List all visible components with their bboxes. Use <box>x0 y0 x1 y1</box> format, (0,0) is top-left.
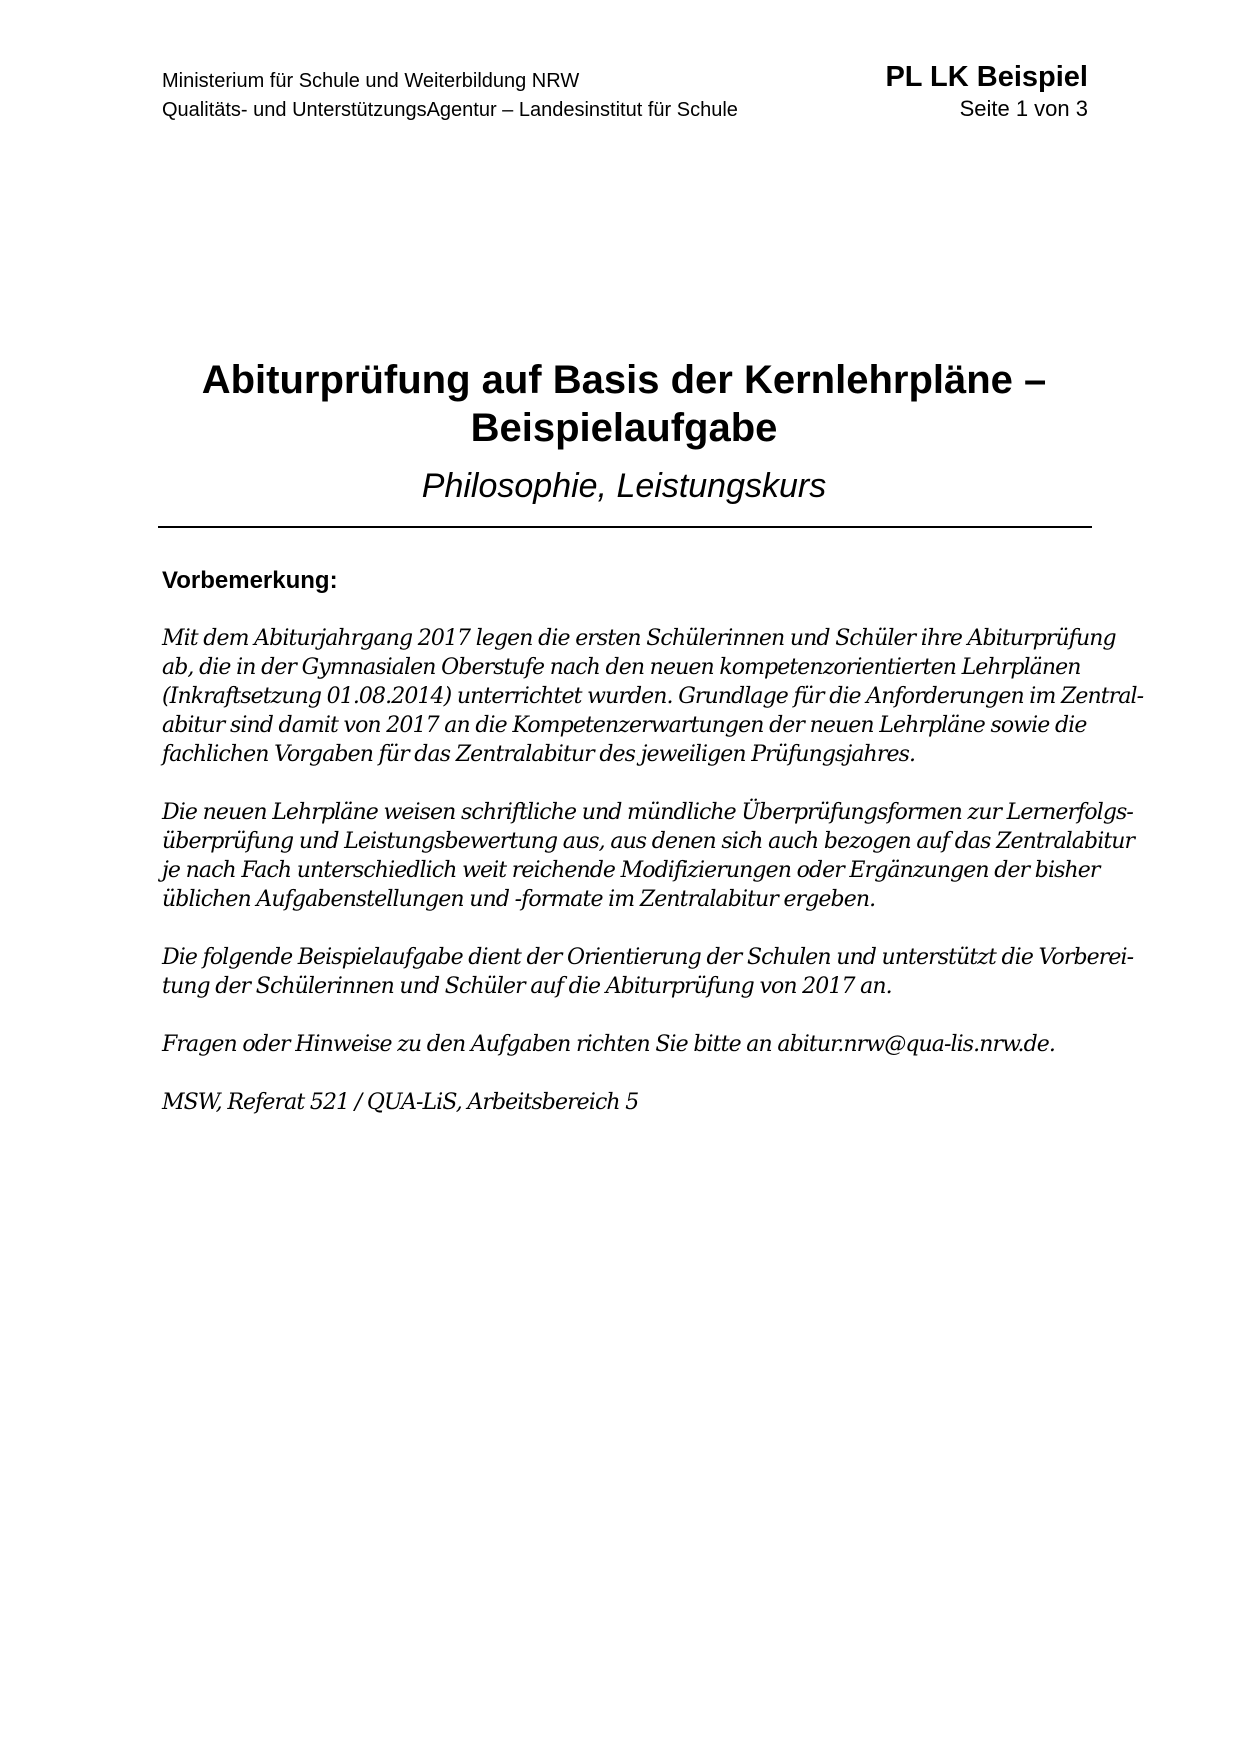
header-org-line-2: Qualitäts- und UnterstützungsAgentur – Landesinstitut für Schule <box>162 99 738 121</box>
paragraph-line: je nach Fach unterschiedlich weit reichende Modifizierungen oder Ergänzungen der bisher <box>162 858 1100 883</box>
paragraph <box>162 798 1135 914</box>
page-subtitle: Philosophie, Leistungskurs <box>421 467 827 505</box>
body-text <box>162 624 1144 1146</box>
title-divider <box>158 526 1092 528</box>
paragraph-line: ab, die in der Gymnasialen Oberstufe nach den neuen kompetenzorientierten Lehrplänen <box>162 655 1081 680</box>
paragraph-line: üblichen Aufgabenstellungen und -formate im Zentralabitur ergeben. <box>162 887 876 912</box>
paragraph-line: überprüfung und Leistungsbewertung aus, aus denen sich auch bezogen auf das Zentralabitur <box>162 829 1135 854</box>
signature-paragraph <box>162 1088 1092 1117</box>
paragraph <box>162 943 1134 1001</box>
contact-line: Fragen oder Hinweise zu den Aufgaben richten Sie bitte an abitur.nrw@qua-lis.nrw.de. <box>162 1032 1055 1057</box>
paragraph-line: fachlichen Vorgaben für das Zentralabitur des jeweiligen Prüfungsjahres. <box>162 742 916 767</box>
paragraph-line: tung der Schülerinnen und Schüler auf die Abiturprüfung von 2017 an. <box>162 974 892 999</box>
paragraph-line: (Inkraftsetzung 01.08.2014) unterrichtet wurden. Grundlage für die Anforderungen im Zentral- <box>162 684 1144 709</box>
page-title <box>158 356 1090 452</box>
section-heading: Vorbemerkung: <box>162 567 338 594</box>
page-number: Seite 1 von 3 <box>959 96 1088 121</box>
document-code: PL LK Beispiel <box>885 61 1088 93</box>
title-block <box>158 356 1090 508</box>
signature-line: MSW, Referat 521 / QUA-LiS, Arbeitsbereich 5 <box>162 1090 639 1115</box>
header-org-line-1: Ministerium für Schule und Weiterbildung NRW <box>162 70 580 92</box>
header-organization <box>162 67 738 125</box>
contact-paragraph <box>162 1030 1092 1059</box>
paragraph <box>162 624 1144 769</box>
page-title-line-2: Beispielaufgabe <box>470 406 778 450</box>
paragraph-line: Die neuen Lehrpläne weisen schriftliche und mündliche Überprüfungsformen zur Lernerfolgs- <box>162 800 1133 825</box>
page-title-line-1: Abiturprüfung auf Basis der Kernlehrpläne – <box>201 358 1047 402</box>
paragraph-line: Mit dem Abiturjahrgang 2017 legen die ersten Schülerinnen und Schüler ihre Abiturprüfung <box>162 626 1116 651</box>
paragraph-line: abitur sind damit von 2017 an die Kompetenzerwartungen der neuen Lehrpläne sowie die <box>162 713 1087 738</box>
header-document-info <box>885 60 1088 123</box>
paragraph-line: Die folgende Beispielaufgabe dient der Orientierung der Schulen und unterstützt die Vorberei- <box>162 945 1134 970</box>
